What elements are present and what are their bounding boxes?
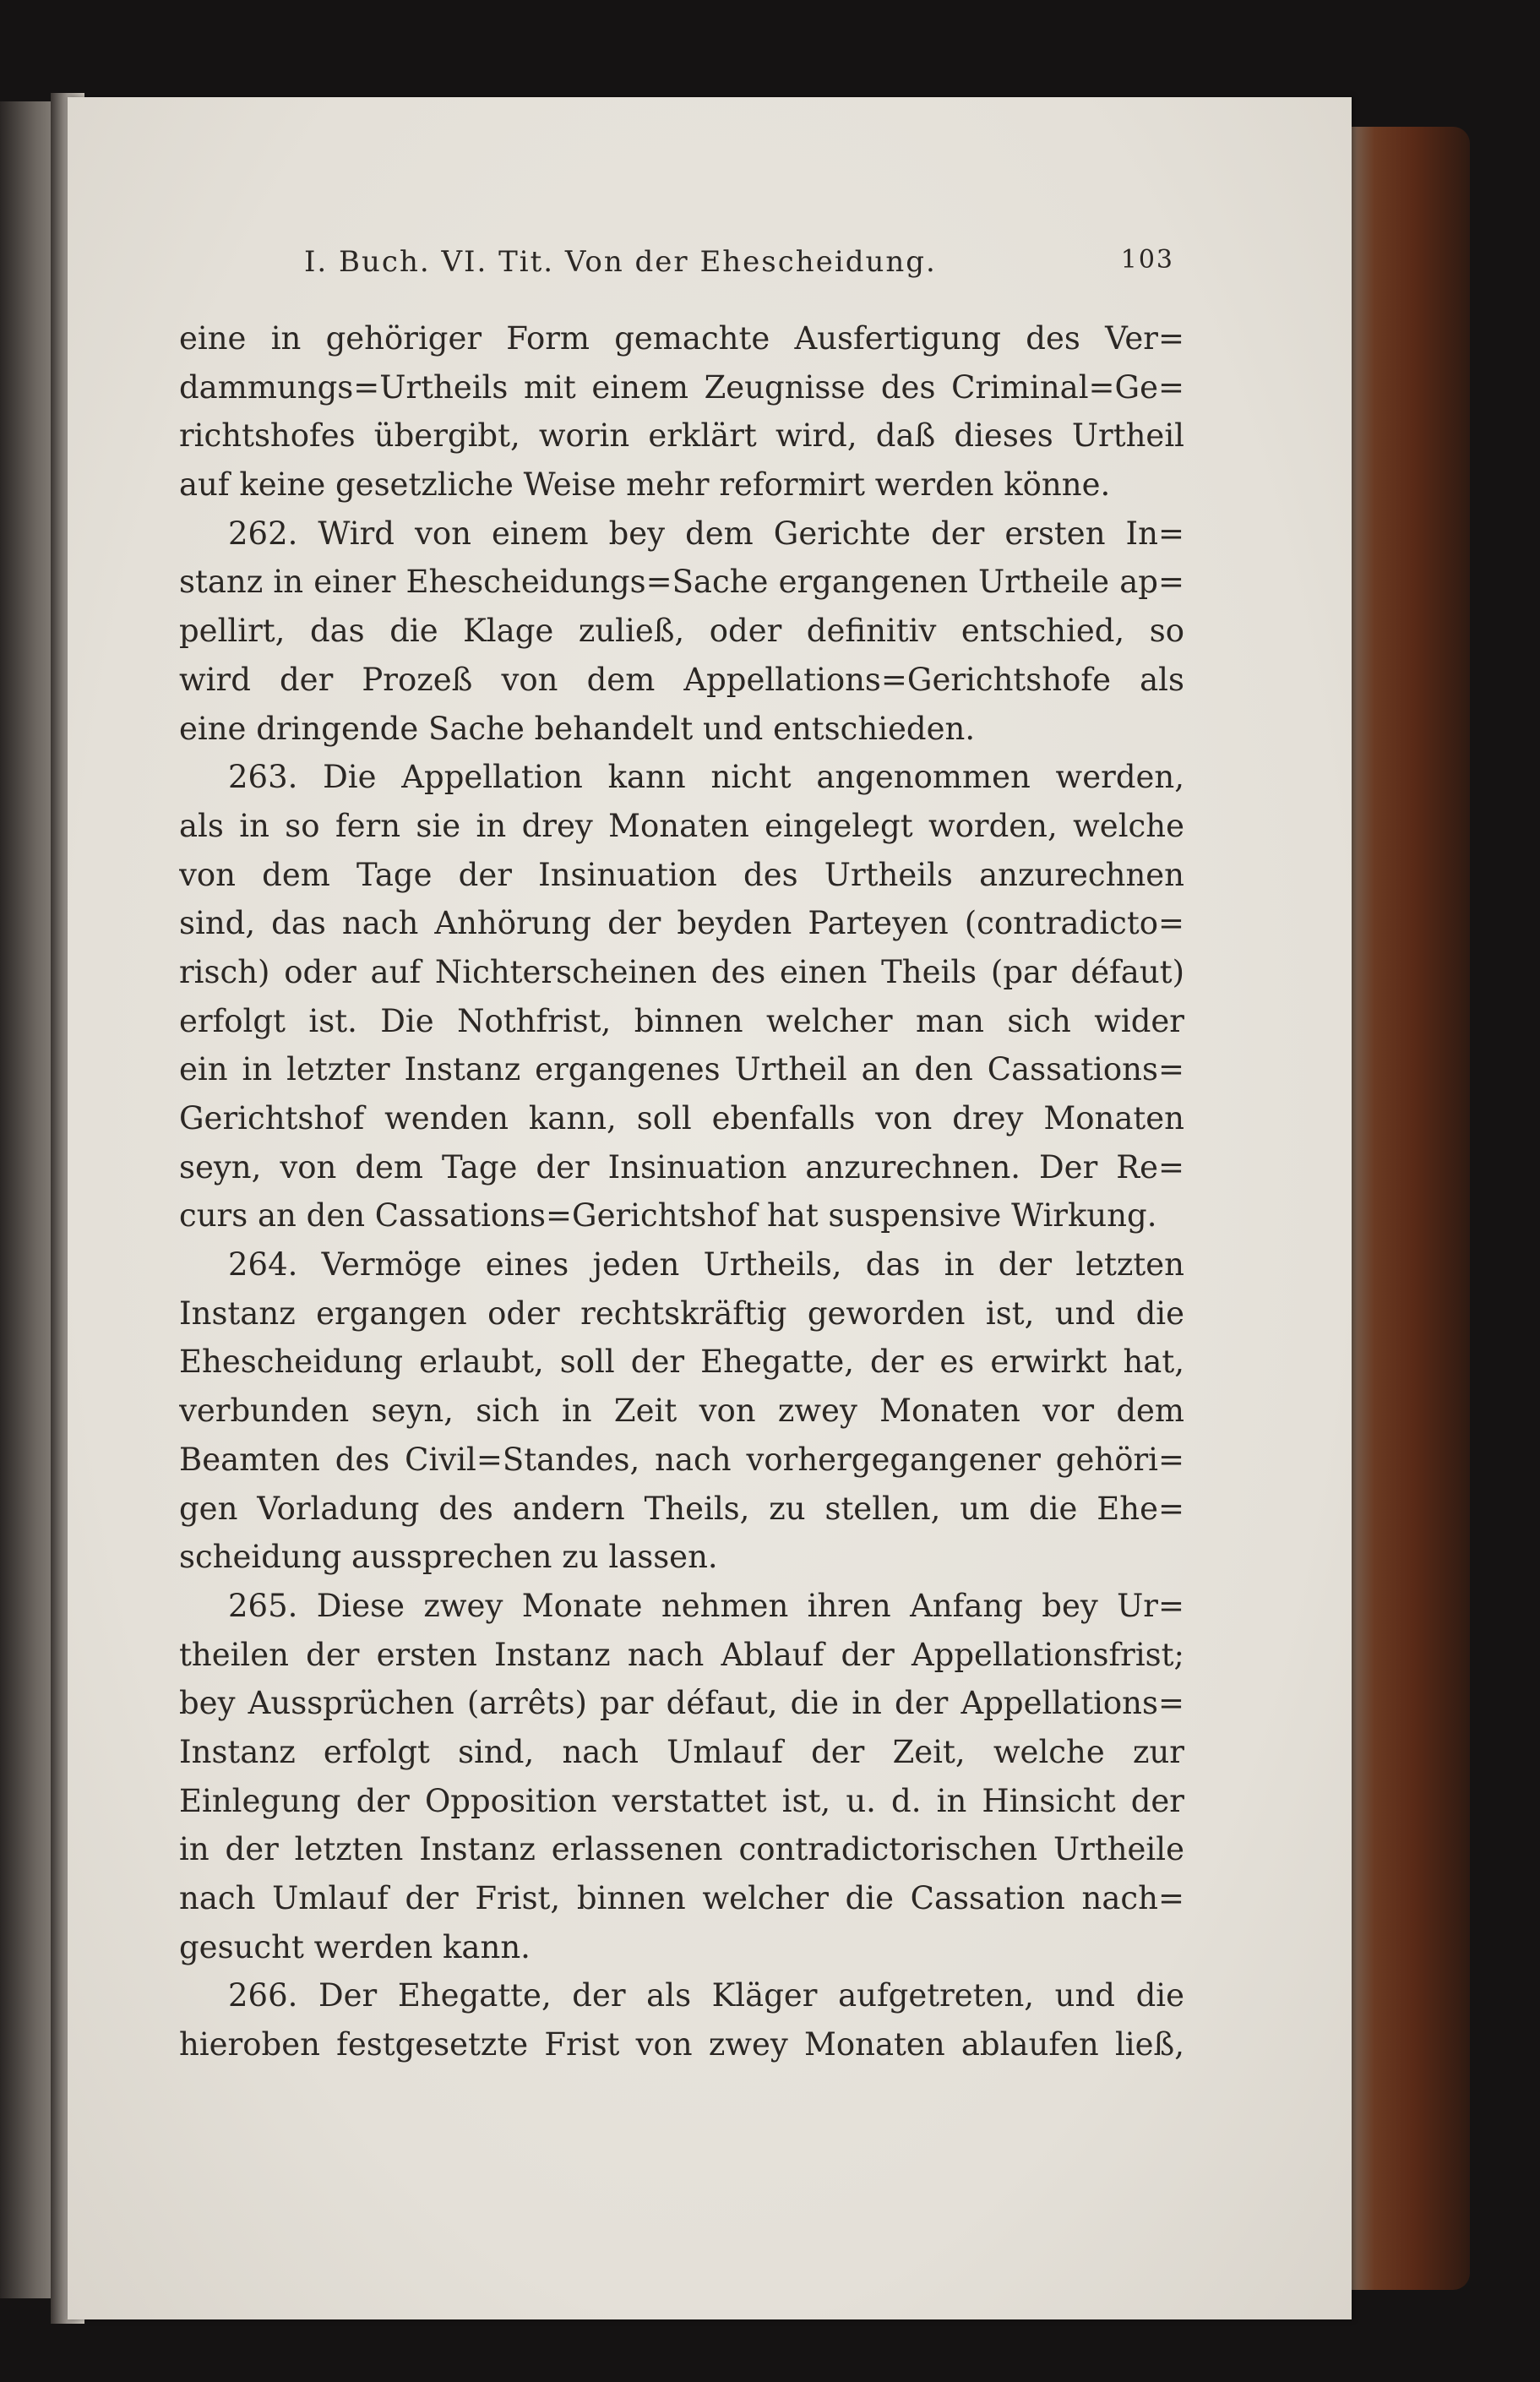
text-line: risch) oder auf Nichterscheinen des einen Theils (par défaut): [179, 953, 1184, 990]
text-line: curs an den Cassations=Gerichtshof hat suspensive Wirkung.: [179, 1197, 1157, 1235]
text-line: sind, das nach Anhörung der beyden Parteyen (contradicto=: [179, 905, 1184, 942]
text-line: 264. Vermöge eines jeden Urtheils, das in der letzten: [228, 1246, 1184, 1284]
book-binding: [1343, 127, 1470, 2290]
text-line: erfolgt ist. Die Nothfrist, binnen welcher man sich wider: [179, 1002, 1184, 1039]
text-line: Instanz ergangen oder rechtskräftig geworden ist, und die: [179, 1295, 1184, 1332]
text-line: Einlegung der Opposition verstattet ist, u. d. in Hinsicht der: [179, 1782, 1184, 1819]
text-line: in der letzten Instanz erlassenen contradictorischen Urtheile: [179, 1831, 1184, 1868]
text-line: auf keine gesetzliche Weise mehr reformirt werden könne.: [179, 466, 1111, 504]
text-line: nach Umlauf der Frist, binnen welcher die Cassation nach=: [179, 1880, 1184, 1916]
text-line: seyn, von dem Tage der Insinuation anzurechnen. Der Re=: [179, 1148, 1184, 1186]
text-line: ein in letzter Instanz ergangenes Urtheil an den Cassations=: [179, 1051, 1184, 1088]
text-line: bey Aussprüchen (arrêts) par défaut, die in der Appellations=: [179, 1685, 1184, 1722]
text-line: als in so fern sie in drey Monaten eingelegt worden, welche: [179, 807, 1184, 844]
text-line: hieroben festgesetzte Frist von zwey Monaten ablaufen ließ,: [179, 2026, 1184, 2063]
text-line: stanz in einer Ehescheidungs=Sache ergangenen Urtheile ap=: [179, 564, 1184, 601]
text-line: theilen der ersten Instanz nach Ablauf der Appellationsfrist;: [179, 1636, 1184, 1673]
text-line: pellirt, das die Klage zuließ, oder definitiv entschied, so: [179, 613, 1184, 650]
text-line: gen Vorladung des andern Theils, zu stellen, um die Ehe=: [179, 1490, 1184, 1527]
text-line: wird der Prozeß von dem Appellations=Gerichtshofe als: [179, 661, 1184, 698]
text-line: eine dringende Sache behandelt und entschieden.: [179, 710, 976, 747]
body-text: [179, 314, 1184, 2069]
text-line: eine in gehöriger Form gemachte Ausfertigung des Ver=: [179, 320, 1184, 357]
running-header: [237, 245, 1174, 296]
text-line: gesucht werden kann.: [179, 1928, 531, 1965]
text-line: richtshofes übergibt, worin erklärt wird, daß dieses Urtheil: [179, 417, 1184, 455]
page-number: 103: [1120, 245, 1174, 275]
text-line: 262. Wird von einem bey dem Gerichte der ersten In=: [228, 515, 1184, 552]
text-line: scheidung aussprechen zu lassen.: [179, 1539, 718, 1576]
text-line: 266. Der Ehegatte, der als Kläger aufgetreten, und die: [228, 1977, 1184, 2014]
text-line: Beamten des Civil=Standes, nach vorhergegangener gehöri=: [179, 1441, 1184, 1478]
text-line: 263. Die Appellation kann nicht angenommen werden,: [228, 759, 1184, 796]
text-line: dammungs=Urtheils mit einem Zeugnisse des Criminal=Ge=: [179, 368, 1184, 406]
running-title: I. Buch. VI. Tit. Von der Ehescheidung.: [304, 245, 937, 279]
text-line: 265. Diese zwey Monate nehmen ihren Anfang bey Ur=: [228, 1587, 1184, 1624]
text-line: Ehescheidung erlaubt, soll der Ehegatte, der es erwirkt hat,: [179, 1344, 1184, 1381]
text-line: von dem Tage der Insinuation des Urtheils anzurechnen: [179, 856, 1184, 893]
text-line: verbunden seyn, sich in Zeit von zwey Monaten vor dem: [179, 1393, 1184, 1430]
text-line: Instanz erfolgt sind, nach Umlauf der Zeit, welche zur: [179, 1733, 1184, 1770]
text-line: Gerichtshof wenden kann, soll ebenfalls von drey Monaten: [179, 1100, 1184, 1136]
